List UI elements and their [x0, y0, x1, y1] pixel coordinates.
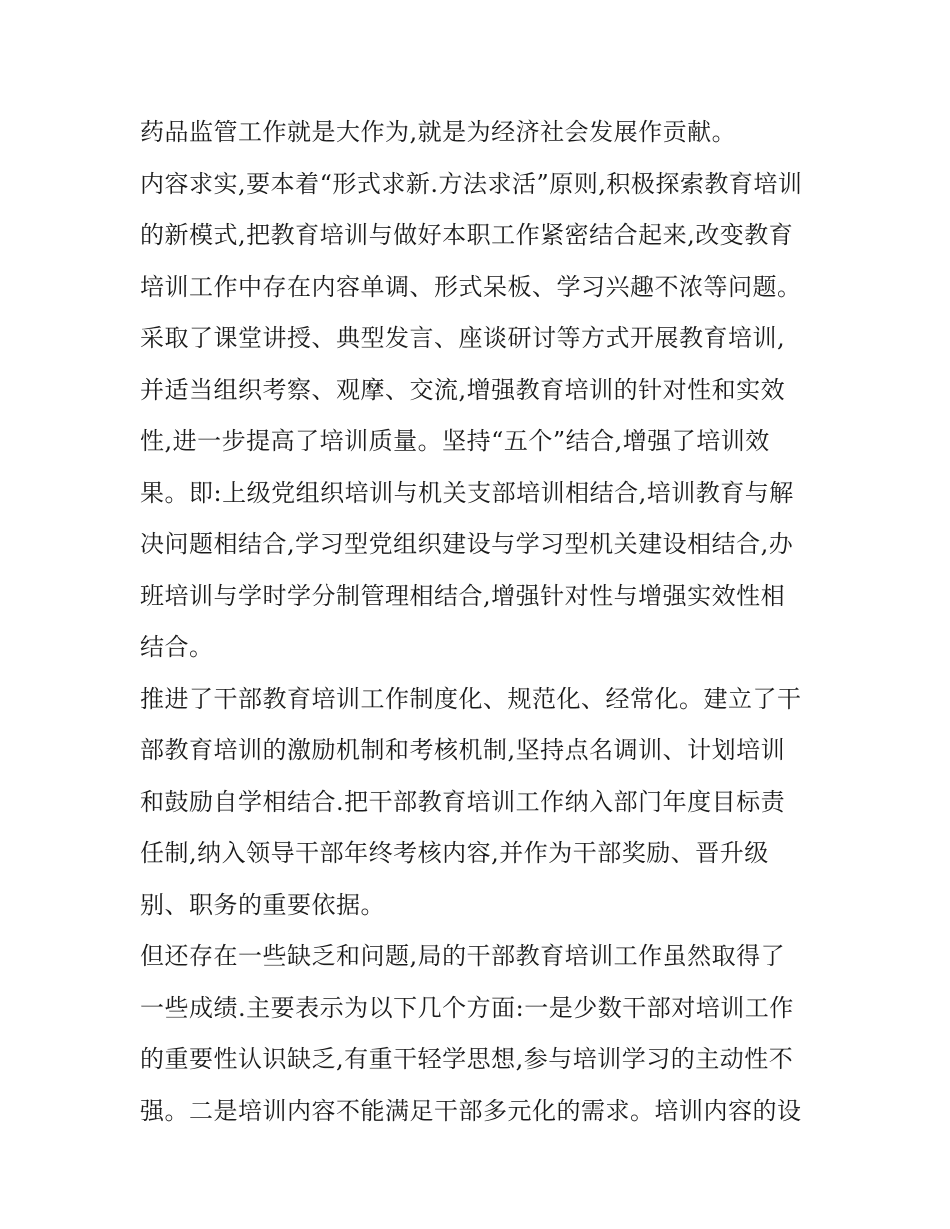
text-line: 的重要性认识缺乏,有重干轻学思想,参与培训学习的主动性不	[140, 1045, 794, 1073]
text-line: 并适当组织考察、观摩、交流,增强教育培训的针对性和实效	[140, 375, 786, 404]
text-line: 果。即:上级党组织培训与机关支部培训相结合,培训教育与解	[140, 478, 794, 507]
text-line: 强。二是培训内容不能满足干部多元化的需求。培训内容的设	[140, 1096, 802, 1125]
document-body	[140, 107, 830, 1137]
text-line: 和鼓励自学相结合.把干部教育培训工作纳入部门年度目标责	[140, 787, 786, 816]
text-line: 别、职务的重要依据。	[140, 890, 385, 919]
text-line: 任制,纳入领导干部年终考核内容,并作为干部奖励、晋升级	[140, 839, 769, 867]
text-line: 的新模式,把教育培训与做好本职工作紧密结合起来,改变教育	[140, 221, 794, 249]
text-line: 但还存在一些缺乏和问题,局的干部教育培训工作虽然取得了	[140, 942, 786, 970]
text-line: 培训工作中存在内容单调、形式呆板、学习兴趣不浓等问题。	[140, 272, 802, 301]
text-line: 性,进一步提高了培训质量。坚持“五个”结合,增强了培训效	[140, 427, 770, 455]
text-line: 推进了干部教育培训工作制度化、规范化、经常化。建立了干	[140, 684, 802, 713]
text-line: 班培训与学时学分制管理相结合,增强针对性与增强实效性相	[140, 581, 786, 610]
text-line: 药品监管工作就是大作为,就是为经济社会发展作贡献。	[140, 118, 737, 146]
text-line: 部教育培训的激励机制和考核机制,坚持点名调训、计划培训	[140, 736, 786, 764]
text-line: 采取了课堂讲授、典型发言、座谈研讨等方式开展教育培训,	[140, 324, 786, 352]
text-line: 决问题相结合,学习型党组织建设与学习型机关建设相结合,办	[140, 530, 794, 558]
text-line: 结合。	[140, 633, 214, 661]
text-line: 内容求实,要本着“形式求新.方法求活”原则,积极探索教育培训	[140, 169, 803, 198]
text-line: 一些成绩.主要表示为以下几个方面:一是少数干部对培训工作	[140, 993, 794, 1022]
